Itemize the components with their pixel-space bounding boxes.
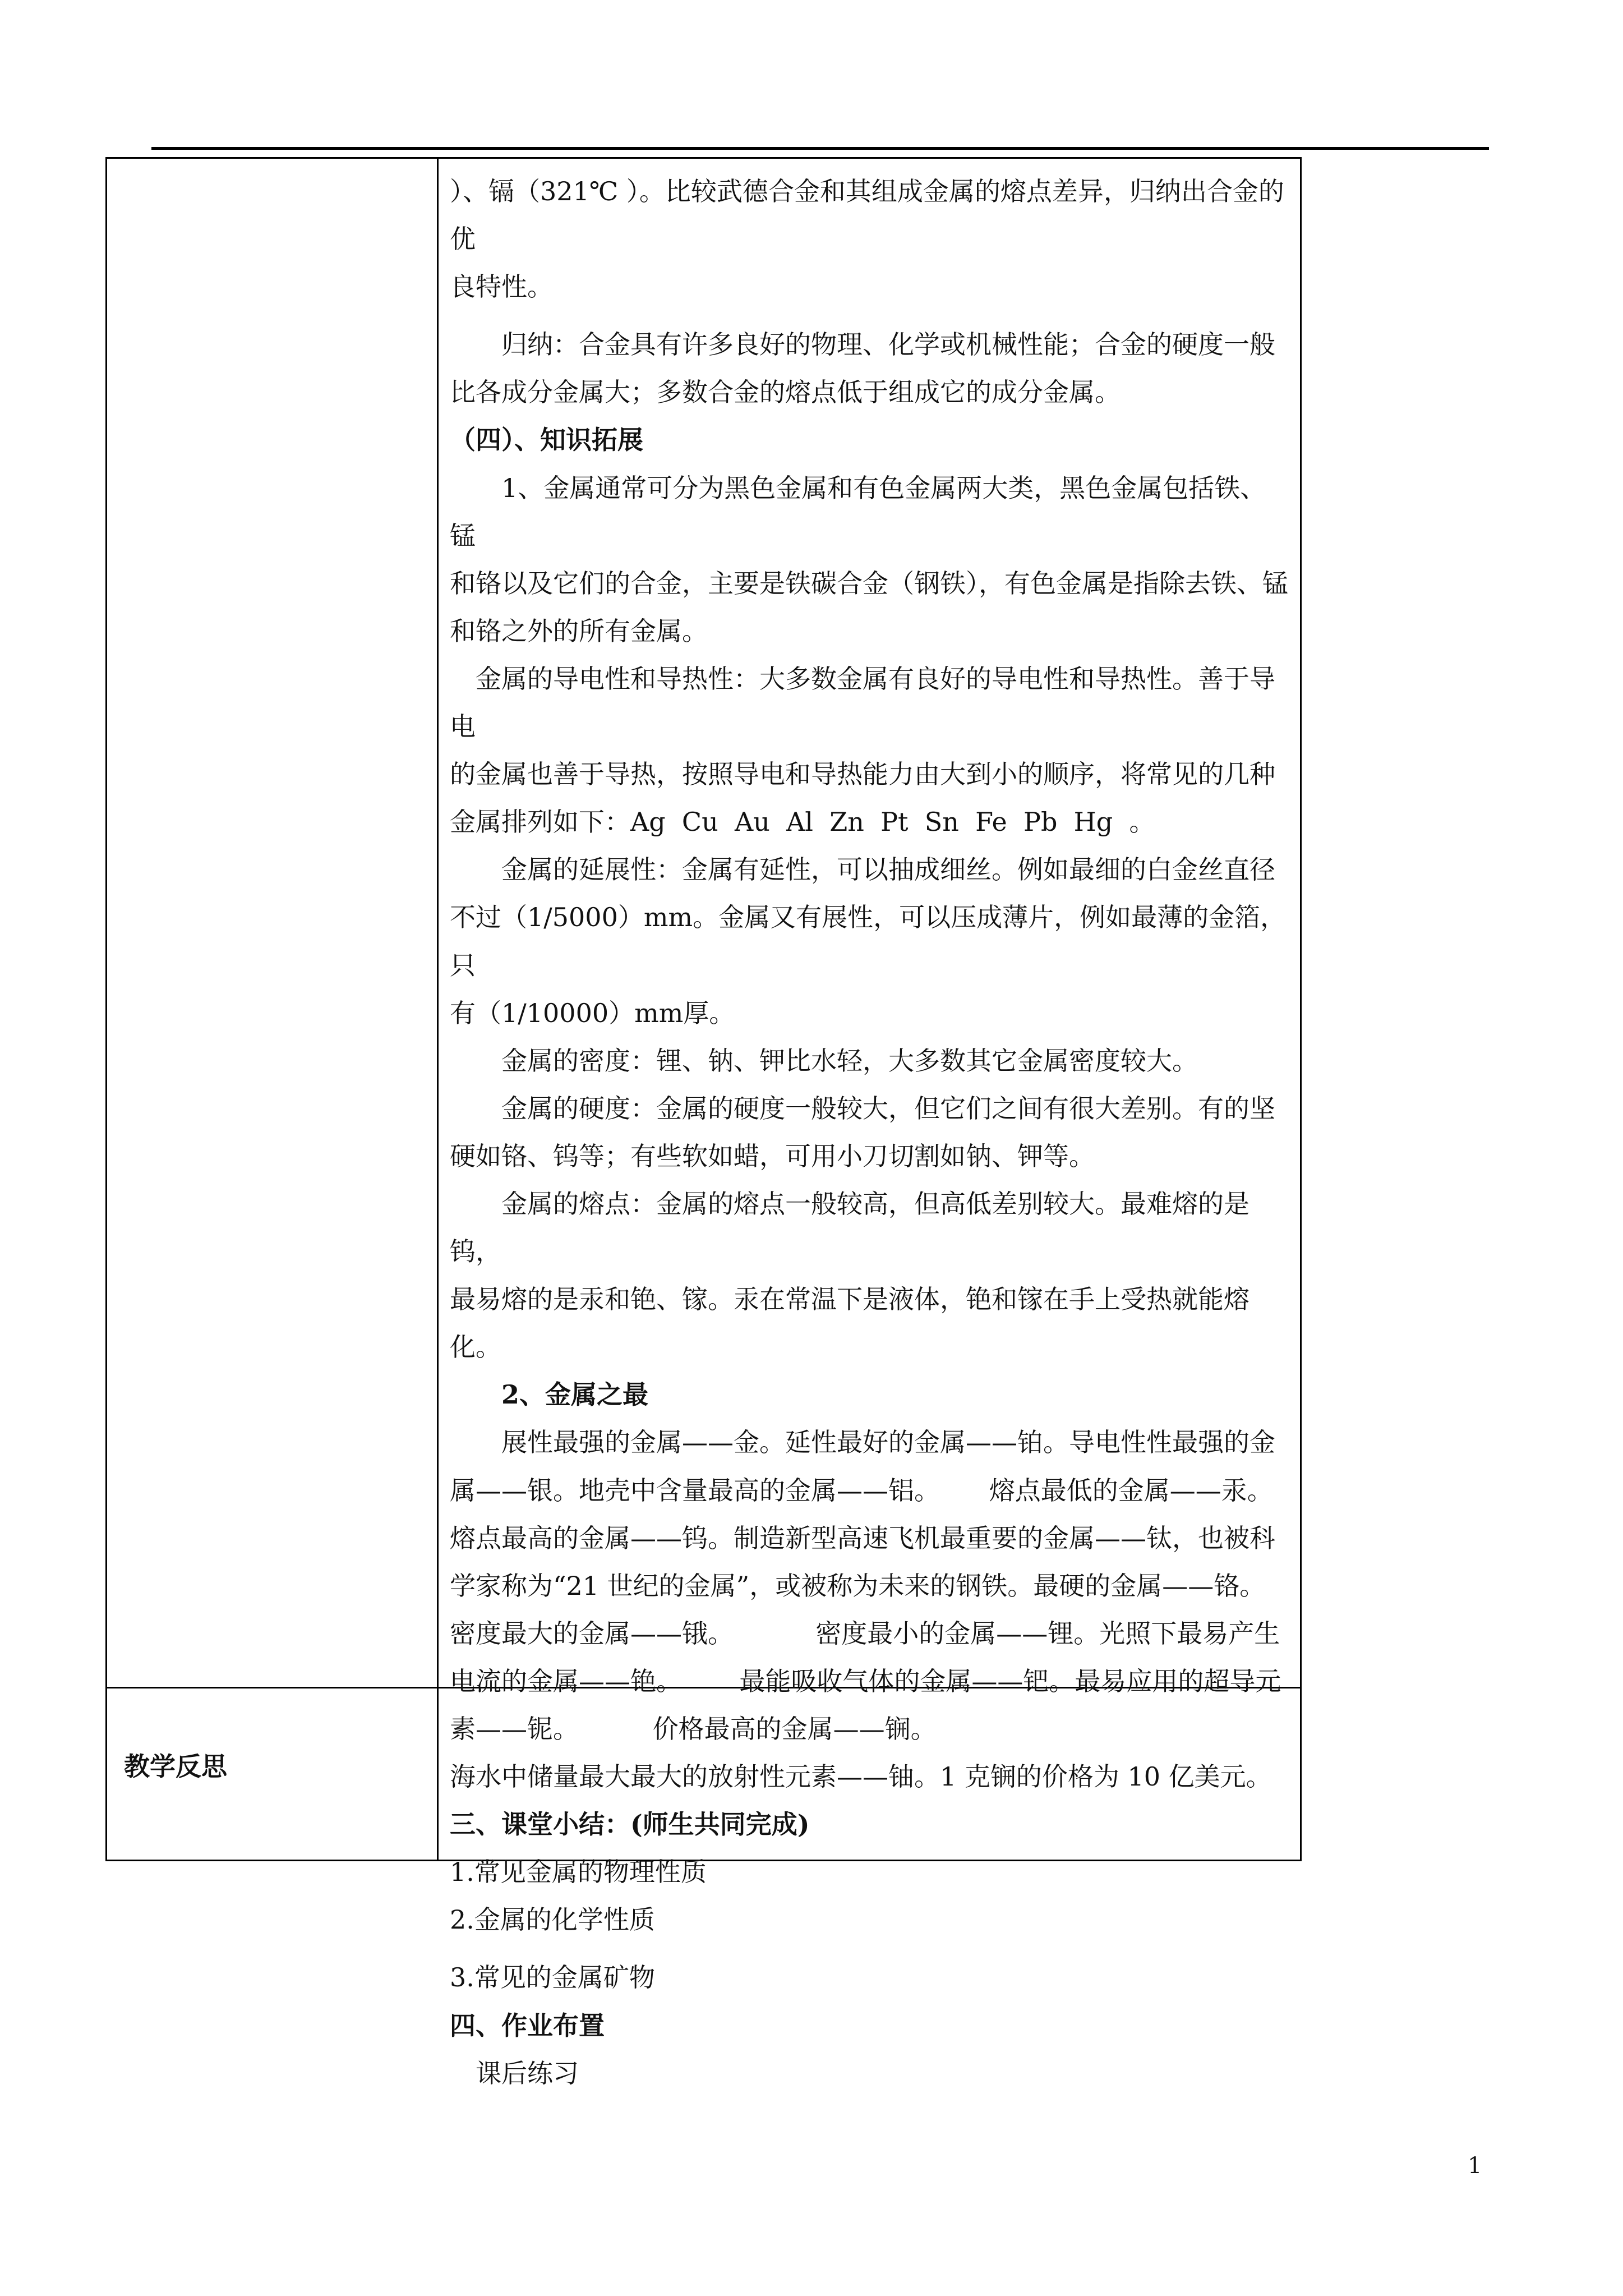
content-line: 和铬以及它们的合金，主要是铁碳合金（钢铁），有色金属是指除去铁、锰 — [450, 568, 1288, 599]
page-number: 1 — [1468, 2153, 1482, 2179]
summary-line: 比各成分金属大；多数合金的熔点低于组成它的成分金属。 — [450, 377, 1121, 408]
content-line: 最易熔的是汞和铯、镓。汞在常温下是液体，铯和镓在手上受热就能熔化。 — [450, 1284, 1249, 1363]
content-line: 电流的金属——铯。 最能吸收气体的金属——钯。最易应用的超导元 — [450, 1665, 1281, 1696]
teaching-reflection-label: 教学反思 — [124, 1751, 227, 1782]
content-line: 有（1/10000）mm厚。 — [450, 997, 735, 1028]
content-line: 和铬之外的所有金属。 — [450, 615, 708, 646]
content-line: 学家称为“21 世纪的金属”，或被称为未来的钢铁。最硬的金属——铬。 — [450, 1570, 1266, 1601]
content-line: 不过（1/5000）mm。金属又有展性，可以压成薄片，例如最薄的金箔，只 — [450, 902, 1287, 981]
section-heading-knowledge-extension: （四）、知识拓展 — [450, 425, 643, 455]
section-heading-homework: 四、作业布置 — [450, 2010, 605, 2041]
content-line: 熔点最高的金属——钨。制造新型高速飞机最重要的金属——钛，也被科 — [450, 1522, 1275, 1553]
section-heading-metal-records: 2、金属之最 — [501, 1379, 649, 1410]
lesson-content-cell — [450, 168, 1288, 2097]
column-divider — [437, 159, 439, 1860]
section-heading-class-summary: 三、课堂小结：(师生共同完成) — [450, 1809, 810, 1840]
content-line: 良特性。 — [450, 272, 553, 302]
homework-item: 课后练习 — [476, 2058, 579, 2088]
summary-item: 2.金属的化学性质 — [450, 1904, 655, 1935]
content-line: 金属排列如下：Ag Cu Au Al Zn Pt Sn Fe Pb Hg 。 — [450, 807, 1155, 838]
content-line: 金属的延展性：金属有延性，可以抽成细丝。例如最细的白金丝直径 — [501, 854, 1275, 885]
content-line: 金属的导电性和导热性：大多数金属有良好的导电性和导热性。善于导电 — [450, 663, 1275, 742]
content-line: 金属的硬度：金属的硬度一般较大，但它们之间有很大差别。有的坚 — [501, 1093, 1275, 1124]
content-line: ）、镉（321℃ ）。比较武德合金和其组成金属的熔点差异，归纳出合金的优 — [450, 176, 1284, 255]
content-line: 密度最大的金属——锇。 密度最小的金属——锂。光照下最易产生 — [450, 1618, 1280, 1649]
content-line: 展性最强的金属——金。延性最好的金属——铂。导电性性最强的金 — [501, 1427, 1275, 1458]
content-line: 1、金属通常可分为黑色金属和有色金属两大类，黑色金属包括铁、锰 — [450, 472, 1266, 551]
summary-line: 归纳：合金具有许多良好的物理、化学或机械性能；合金的硬度一般 — [501, 329, 1275, 360]
content-line: 素——铌。 价格最高的金属——锎。 — [450, 1714, 937, 1744]
content-line: 海水中储量最大最大的放射性元素——铀。1 克锎的价格为 10 亿美元。 — [450, 1761, 1272, 1792]
content-line: 硬如铬、钨等；有些软如蜡，可用小刀切割如钠、钾等。 — [450, 1140, 1095, 1171]
lesson-plan-table — [105, 157, 1302, 2088]
content-line: 的金属也善于导热，按照导电和导热能力由大到小的顺序，将常见的几种 — [450, 759, 1275, 790]
content-line: 属——银。地壳中含量最高的金属——铝。 熔点最低的金属——汞。 — [450, 1475, 1273, 1506]
summary-item: 3.常见的金属矿物 — [450, 1962, 655, 1993]
summary-item: 1.常见金属的物理性质 — [450, 1857, 707, 1888]
content-line: 金属的熔点：金属的熔点一般较高，但高低差别较大。最难熔的是钨， — [450, 1188, 1249, 1267]
header-rule — [151, 147, 1489, 150]
content-line: 金属的密度：锂、钠、钾比水轻，大多数其它金属密度较大。 — [501, 1045, 1198, 1076]
